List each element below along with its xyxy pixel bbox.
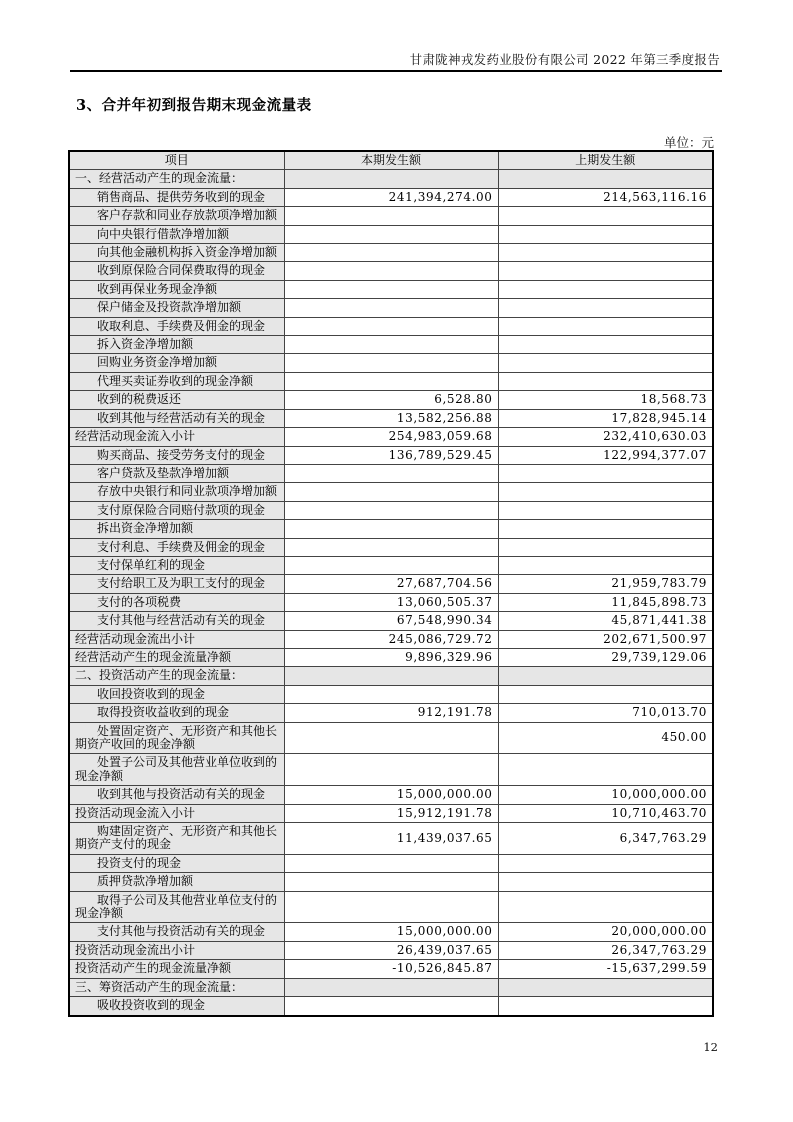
table-row	[69, 575, 713, 593]
current-amount-cell: 11,439,037.65	[284, 823, 498, 855]
current-amount-cell	[284, 280, 498, 298]
table-row	[69, 804, 713, 822]
column-header-current-period: 本期发生额	[284, 151, 498, 170]
table-row	[69, 685, 713, 703]
prior-amount-cell	[498, 754, 713, 786]
cash-flow-table-body	[69, 170, 713, 1016]
prior-amount-cell: 214,563,116.16	[498, 188, 713, 206]
prior-amount-cell	[498, 556, 713, 574]
item-label-cell: 二、投资活动产生的现金流量：	[69, 667, 284, 685]
prior-amount-cell: 20,000,000.00	[498, 923, 713, 941]
item-label-cell: 收到原保险合同保费取得的现金	[69, 262, 284, 280]
table-row	[69, 336, 713, 354]
item-label-cell: 客户贷款及垫款净增加额	[69, 464, 284, 482]
current-amount-cell	[284, 685, 498, 703]
table-row	[69, 722, 713, 754]
current-amount-cell	[284, 754, 498, 786]
table-row	[69, 941, 713, 959]
current-amount-cell	[284, 354, 498, 372]
table-row	[69, 997, 713, 1016]
table-row	[69, 704, 713, 722]
item-label-cell: 经营活动现金流出小计	[69, 630, 284, 648]
current-amount-cell: 912,191.78	[284, 704, 498, 722]
current-amount-cell	[284, 225, 498, 243]
prior-amount-cell	[498, 244, 713, 262]
item-label-cell: 收到其他与投资活动有关的现金	[69, 786, 284, 804]
prior-amount-cell: 122,994,377.07	[498, 446, 713, 464]
item-label-cell: 取得投资收益收到的现金	[69, 704, 284, 722]
table-row	[69, 391, 713, 409]
prior-amount-cell	[498, 317, 713, 335]
current-amount-cell: 13,060,505.37	[284, 593, 498, 611]
item-label-cell: 经营活动现金流入小计	[69, 428, 284, 446]
item-label-cell: 投资活动现金流入小计	[69, 804, 284, 822]
item-label-cell: 收回投资收到的现金	[69, 685, 284, 703]
prior-amount-cell: 10,710,463.70	[498, 804, 713, 822]
current-amount-cell	[284, 336, 498, 354]
item-label-cell: 向其他金融机构拆入资金净增加额	[69, 244, 284, 262]
prior-amount-cell	[498, 170, 713, 188]
table-row	[69, 428, 713, 446]
item-label-cell: 一、经营活动产生的现金流量：	[69, 170, 284, 188]
table-row	[69, 188, 713, 206]
item-label-cell: 收到的税费返还	[69, 391, 284, 409]
prior-amount-cell	[498, 464, 713, 482]
table-row	[69, 556, 713, 574]
current-amount-cell: 26,439,037.65	[284, 941, 498, 959]
table-row	[69, 667, 713, 685]
prior-amount-cell: 10,000,000.00	[498, 786, 713, 804]
item-label-cell: 投资活动产生的现金流量净额	[69, 960, 284, 978]
section-title: 3、合并年初到报告期末现金流量表	[76, 97, 312, 114]
table-row	[69, 464, 713, 482]
prior-amount-cell: 45,871,441.38	[498, 612, 713, 630]
current-amount-cell	[284, 207, 498, 225]
item-label-cell: 代理买卖证券收到的现金净额	[69, 372, 284, 390]
table-row	[69, 823, 713, 855]
current-amount-cell: 254,983,059.68	[284, 428, 498, 446]
table-row	[69, 372, 713, 390]
item-label-cell: 支付其他与经营活动有关的现金	[69, 612, 284, 630]
table-row	[69, 978, 713, 996]
current-amount-cell	[284, 891, 498, 923]
current-amount-cell: 245,086,729.72	[284, 630, 498, 648]
current-amount-cell: 6,528.80	[284, 391, 498, 409]
table-row	[69, 786, 713, 804]
prior-amount-cell: 18,568.73	[498, 391, 713, 409]
prior-amount-cell	[498, 483, 713, 501]
page-number: 12	[703, 1040, 718, 1054]
item-label-cell: 收到再保业务现金净额	[69, 280, 284, 298]
item-label-cell: 回购业务资金净增加额	[69, 354, 284, 372]
prior-amount-cell	[498, 354, 713, 372]
current-amount-cell	[284, 244, 498, 262]
current-amount-cell	[284, 317, 498, 335]
table-row	[69, 280, 713, 298]
item-label-cell: 投资支付的现金	[69, 854, 284, 872]
current-amount-cell: 13,582,256.88	[284, 409, 498, 427]
prior-amount-cell	[498, 997, 713, 1016]
item-label-cell: 质押贷款净增加额	[69, 873, 284, 891]
prior-amount-cell: 6,347,763.29	[498, 823, 713, 855]
prior-amount-cell: 11,845,898.73	[498, 593, 713, 611]
item-label-cell: 经营活动产生的现金流量净额	[69, 648, 284, 666]
prior-amount-cell	[498, 372, 713, 390]
column-header-prior-period: 上期发生额	[498, 151, 713, 170]
current-amount-cell	[284, 170, 498, 188]
table-row	[69, 244, 713, 262]
prior-amount-cell: 202,671,500.97	[498, 630, 713, 648]
table-row	[69, 873, 713, 891]
current-amount-cell	[284, 262, 498, 280]
item-label-cell: 存放中央银行和同业款项净增加额	[69, 483, 284, 501]
item-label-cell: 投资活动现金流出小计	[69, 941, 284, 959]
prior-amount-cell	[498, 520, 713, 538]
item-label-cell: 销售商品、提供劳务收到的现金	[69, 188, 284, 206]
item-label-cell: 购建固定资产、无形资产和其他长期资产支付的现金	[69, 823, 284, 855]
prior-amount-cell	[498, 299, 713, 317]
current-amount-cell: 15,912,191.78	[284, 804, 498, 822]
table-header-row	[69, 151, 713, 170]
header-rule	[70, 70, 722, 72]
current-amount-cell	[284, 464, 498, 482]
table-row	[69, 207, 713, 225]
item-label-cell: 收取利息、手续费及佣金的现金	[69, 317, 284, 335]
current-amount-cell: 9,896,329.96	[284, 648, 498, 666]
table-row	[69, 612, 713, 630]
current-amount-cell	[284, 372, 498, 390]
item-label-cell: 支付原保险合同赔付款项的现金	[69, 501, 284, 519]
current-amount-cell: 241,394,274.00	[284, 188, 498, 206]
prior-amount-cell: 29,739,129.06	[498, 648, 713, 666]
item-label-cell: 处置固定资产、无形资产和其他长期资产收回的现金净额	[69, 722, 284, 754]
table-row	[69, 960, 713, 978]
table-row	[69, 354, 713, 372]
table-row	[69, 409, 713, 427]
prior-amount-cell	[498, 685, 713, 703]
table-row	[69, 299, 713, 317]
current-amount-cell	[284, 299, 498, 317]
prior-amount-cell	[498, 280, 713, 298]
prior-amount-cell: 17,828,945.14	[498, 409, 713, 427]
item-label-cell: 购买商品、接受劳务支付的现金	[69, 446, 284, 464]
prior-amount-cell: 26,347,763.29	[498, 941, 713, 959]
item-label-cell: 吸收投资收到的现金	[69, 997, 284, 1016]
current-amount-cell	[284, 978, 498, 996]
current-amount-cell	[284, 520, 498, 538]
item-label-cell: 拆出资金净增加额	[69, 520, 284, 538]
table-row	[69, 225, 713, 243]
current-amount-cell: 136,789,529.45	[284, 446, 498, 464]
current-amount-cell: -10,526,845.87	[284, 960, 498, 978]
prior-amount-cell	[498, 336, 713, 354]
current-amount-cell	[284, 556, 498, 574]
current-amount-cell: 15,000,000.00	[284, 786, 498, 804]
prior-amount-cell: 450.00	[498, 722, 713, 754]
item-label-cell: 支付其他与投资活动有关的现金	[69, 923, 284, 941]
cash-flow-table	[68, 150, 714, 1017]
item-label-cell: 处置子公司及其他营业单位收到的现金净额	[69, 754, 284, 786]
table-row	[69, 648, 713, 666]
prior-amount-cell	[498, 854, 713, 872]
table-row	[69, 754, 713, 786]
item-label-cell: 支付保单红利的现金	[69, 556, 284, 574]
current-amount-cell	[284, 722, 498, 754]
prior-amount-cell: 232,410,630.03	[498, 428, 713, 446]
prior-amount-cell: -15,637,299.59	[498, 960, 713, 978]
prior-amount-cell	[498, 501, 713, 519]
item-label-cell: 支付的各项税费	[69, 593, 284, 611]
report-header: 甘肃陇神戎发药业股份有限公司 2022 年第三季度报告	[409, 52, 720, 67]
prior-amount-cell	[498, 978, 713, 996]
item-label-cell: 收到其他与经营活动有关的现金	[69, 409, 284, 427]
current-amount-cell	[284, 667, 498, 685]
current-amount-cell: 15,000,000.00	[284, 923, 498, 941]
table-row	[69, 262, 713, 280]
table-row	[69, 891, 713, 923]
current-amount-cell	[284, 997, 498, 1016]
current-amount-cell	[284, 501, 498, 519]
current-amount-cell: 67,548,990.34	[284, 612, 498, 630]
prior-amount-cell	[498, 262, 713, 280]
current-amount-cell	[284, 854, 498, 872]
table-row	[69, 501, 713, 519]
table-row	[69, 630, 713, 648]
table-row	[69, 520, 713, 538]
table-row	[69, 170, 713, 188]
current-amount-cell	[284, 538, 498, 556]
prior-amount-cell	[498, 873, 713, 891]
item-label-cell: 支付利息、手续费及佣金的现金	[69, 538, 284, 556]
column-header-item: 项目	[69, 151, 284, 170]
table-row	[69, 854, 713, 872]
table-row	[69, 483, 713, 501]
current-amount-cell	[284, 483, 498, 501]
table-row	[69, 446, 713, 464]
prior-amount-cell	[498, 207, 713, 225]
table-row	[69, 593, 713, 611]
item-label-cell: 支付给职工及为职工支付的现金	[69, 575, 284, 593]
prior-amount-cell	[498, 225, 713, 243]
item-label-cell: 向中央银行借款净增加额	[69, 225, 284, 243]
prior-amount-cell	[498, 891, 713, 923]
table-row	[69, 538, 713, 556]
prior-amount-cell: 21,959,783.79	[498, 575, 713, 593]
table-row	[69, 923, 713, 941]
table-row	[69, 317, 713, 335]
current-amount-cell	[284, 873, 498, 891]
item-label-cell: 客户存款和同业存放款项净增加额	[69, 207, 284, 225]
item-label-cell: 保户储金及投资款净增加额	[69, 299, 284, 317]
item-label-cell: 取得子公司及其他营业单位支付的现金净额	[69, 891, 284, 923]
unit-label: 单位：元	[663, 135, 714, 150]
prior-amount-cell: 710,013.70	[498, 704, 713, 722]
item-label-cell: 三、筹资活动产生的现金流量：	[69, 978, 284, 996]
prior-amount-cell	[498, 538, 713, 556]
item-label-cell: 拆入资金净增加额	[69, 336, 284, 354]
current-amount-cell: 27,687,704.56	[284, 575, 498, 593]
prior-amount-cell	[498, 667, 713, 685]
